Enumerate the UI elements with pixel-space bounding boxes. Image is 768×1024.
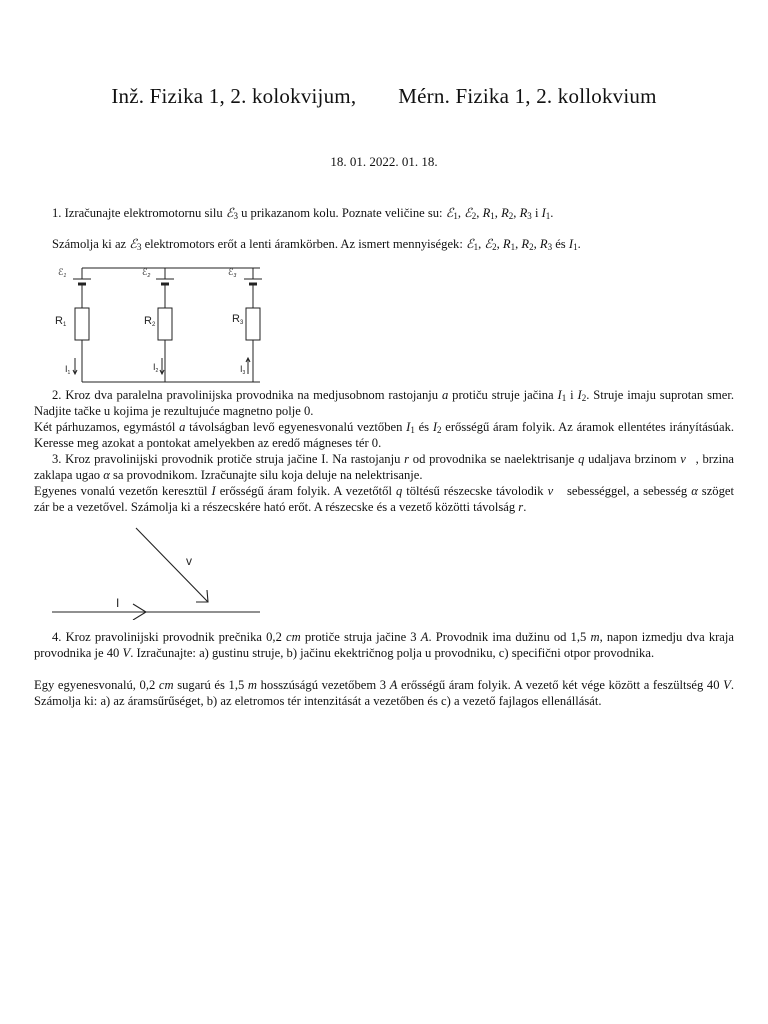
emf2-label: ℰ$_2$ xyxy=(142,267,151,279)
problem2-serbian: 2. Kroz dva paralelna pravolinijska provodnika na medjusobnom rastojanju a protiču struje jačina $I_1$ i $I_2$. Struje imaju suprotan smer. Nadjite tačke u kojima je rezultujuće magnetno polje 0. xyxy=(34,388,735,418)
problem3-serbian: 3. Kroz pravolinijski provodnik protiče struja jačine I. Na rastojanju r od provodnika se naelektrisanje q udaljava brzinom v⃗, brzina zaklapa ugao α sa provodnikom. Izračunajte silu koja deluje na nelektrisanje. xyxy=(34,452,734,482)
emf3-label: ℰ$_3$ xyxy=(228,267,237,279)
resistor1-label: R1 xyxy=(55,315,67,328)
current1-label: $I_1$ xyxy=(65,364,71,376)
problem2-hungarian: Két párhuzamos, egymástól a távolságban levő egyenesvonalú veztőben $I_1$ és $I_2$ erősségű áram folyik. Az áramok ellentétes irányításúak. Keresse meg azokat a pontokat amelyekben az eredő mágneses tér 0. xyxy=(34,420,735,450)
resistor3 xyxy=(246,308,260,340)
current2-label: $I_2$ xyxy=(153,362,159,374)
resistor3-label: R3 xyxy=(232,313,244,326)
problem4-serbian: 4. Kroz pravolinijski provodnik prečnika 0,2 cm protiče struja jačine 3 A. Provodnik ima dužinu od 1,5 m, napon izmedju dva kraja provodnika je 40 V. Izračunajte: a) gustinu struje, b) jačinu ekektričnog polja u provodniku, c) specifični otpor provodnika. xyxy=(34,630,734,660)
wire-velocity-figure xyxy=(50,520,270,620)
problem1-serbian: 1. Izračunajte elektromotornu silu ℰ$_3$ u prikazanom kolu. Poznate veličine su: ℰ$_1$, ℰ$_2$, $R_1$, $R_2$, $R_3$ i $I_1$. xyxy=(52,206,554,221)
title-serbian: Inž. Fizika 1, 2. kolokvijum, xyxy=(111,84,357,108)
problem3-hungarian: Egyenes vonalú vezetőn keresztül I erősségű áram folyik. A vezetőtől q töltésű részecske távolodik v⃗ sebességgel, a sebesség α szöget zár be a vezetővel. Számolja ki a részecskére ható erőt. A részecske és a vezető közötti távolság r. xyxy=(34,484,734,514)
page-title xyxy=(0,84,768,109)
title-hungarian: Mérn. Fizika 1, 2. kollokvium xyxy=(398,84,657,108)
circuit-diagram xyxy=(50,258,280,388)
problem4-hungarian: Egy egyenesvonalú, 0,2 cm sugarú és 1,5 m hosszúságú vezetőbem 3 A erősségű áram folyik. A vezető két vége között a feszültség 40 V. Számolja ki: a) az áramsűrűséget, b) az eletromos tér intenzitását a vezetőben és c) a vezető fajlagos ellenállását. xyxy=(34,678,734,708)
exam-date: 18. 01. 2022. 01. 18. xyxy=(330,154,438,169)
resistor2 xyxy=(158,308,172,340)
problem1-hungarian: Számolja ki az ℰ$_3$ elektromotors erőt a lenti áramkörben. Az ismert mennyiségek: ℰ$_1$, ℰ$_2$, $R_1$, $R_2$, $R_3$ és $I_1$. xyxy=(52,237,581,252)
resistor1 xyxy=(75,308,89,340)
velocity-vector xyxy=(136,528,208,602)
resistor2-label: R2 xyxy=(144,315,156,328)
emf1-label: ℰ$_1$ xyxy=(58,267,67,279)
current-label: I xyxy=(116,596,120,610)
current3-label: $I_3$ xyxy=(240,364,246,376)
velocity-label: v xyxy=(186,554,192,568)
